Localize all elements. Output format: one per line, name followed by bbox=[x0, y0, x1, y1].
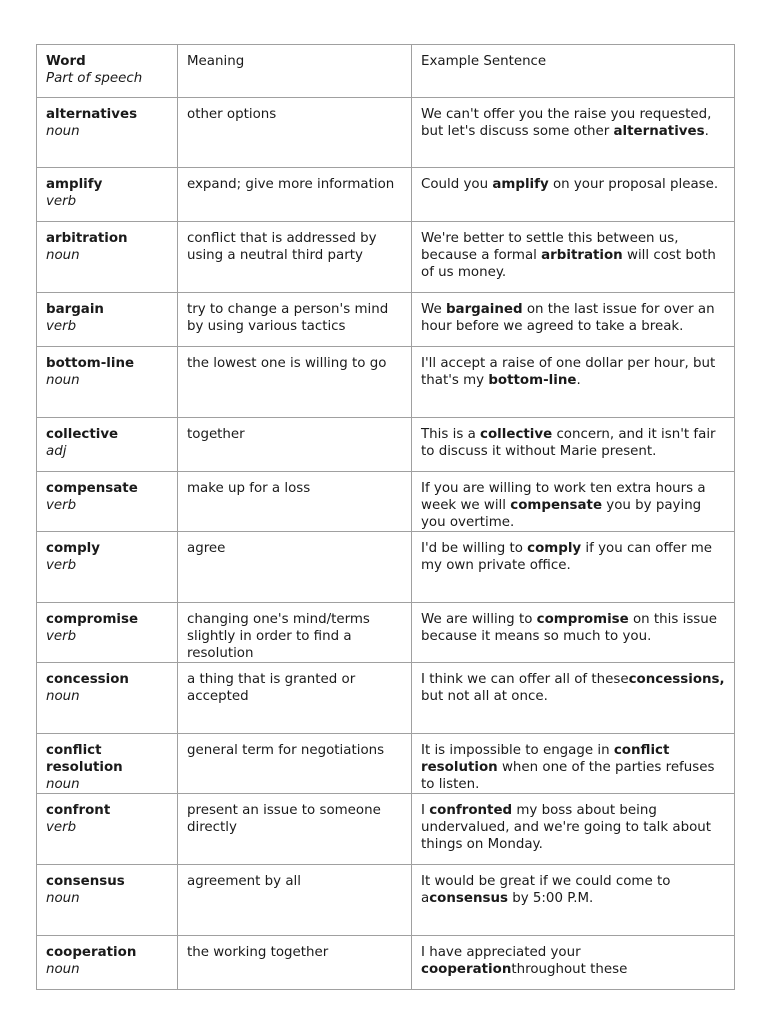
table-row bbox=[37, 347, 735, 418]
example-text: on this issue because it means so much to you. bbox=[421, 612, 718, 644]
meaning-text: a thing that is granted or accepted bbox=[187, 672, 356, 704]
example-text: when one of the parties refuses to listen. bbox=[421, 760, 715, 792]
word-cell bbox=[37, 532, 178, 603]
meaning-cell bbox=[178, 532, 412, 603]
word-cell bbox=[37, 347, 178, 418]
vocab-word: confront bbox=[46, 803, 111, 818]
highlighted-term: compensate bbox=[510, 498, 603, 513]
meaning-text: present an issue to someone directly bbox=[187, 803, 381, 835]
example-text: I'd be willing to bbox=[421, 541, 528, 556]
meaning-text: general term for negotiations bbox=[187, 743, 385, 758]
example-text: We're better to settle this between us, because a formal bbox=[421, 231, 679, 263]
meaning-cell bbox=[178, 936, 412, 990]
word-cell bbox=[37, 865, 178, 936]
word-cell bbox=[37, 663, 178, 734]
example-cell bbox=[412, 532, 735, 603]
table-row bbox=[37, 472, 735, 532]
vocab-word: comply bbox=[46, 541, 100, 556]
example-text: It would be great if we could come to a bbox=[421, 874, 671, 906]
header-example: Example Sentence bbox=[421, 54, 547, 69]
highlighted-term: concessions, bbox=[628, 672, 725, 687]
meaning-text: together bbox=[187, 427, 245, 442]
vocab-word: bottom-line bbox=[46, 356, 135, 371]
example-text: It is impossible to engage in bbox=[421, 743, 614, 758]
example-text: by 5:00 P.M. bbox=[507, 891, 594, 906]
table-row bbox=[37, 222, 735, 293]
word-cell bbox=[37, 794, 178, 865]
part-of-speech: noun bbox=[46, 248, 80, 263]
example-text: I bbox=[421, 803, 430, 818]
meaning-cell bbox=[178, 168, 412, 222]
highlighted-term: conflict resolution bbox=[421, 743, 670, 775]
part-of-speech: verb bbox=[46, 498, 77, 513]
example-cell bbox=[412, 98, 735, 168]
highlighted-term: alternatives bbox=[613, 124, 705, 139]
example-text: . bbox=[704, 124, 709, 139]
example-text: We can't offer you the raise you requested, but let's discuss some other bbox=[421, 107, 712, 139]
example-cell bbox=[412, 603, 735, 663]
highlighted-term: compromise bbox=[536, 612, 629, 627]
header-word-cell bbox=[37, 45, 178, 98]
word-cell bbox=[37, 603, 178, 663]
table-row bbox=[37, 418, 735, 472]
part-of-speech: verb bbox=[46, 558, 77, 573]
word-cell bbox=[37, 222, 178, 293]
table-row bbox=[37, 663, 735, 734]
table-row bbox=[37, 865, 735, 936]
example-text: I have appreciated your bbox=[421, 945, 581, 960]
part-of-speech: noun bbox=[46, 373, 80, 388]
word-cell bbox=[37, 472, 178, 532]
example-text: throughout these bbox=[511, 962, 628, 977]
highlighted-term: confronted bbox=[429, 803, 513, 818]
example-cell bbox=[412, 794, 735, 865]
example-text: will cost both of us money. bbox=[421, 248, 716, 280]
vocab-word: conflict resolution bbox=[46, 743, 123, 775]
header-part-of-speech: Part of speech bbox=[46, 71, 143, 86]
example-cell bbox=[412, 293, 735, 347]
meaning-cell bbox=[178, 603, 412, 663]
header-meaning: Meaning bbox=[187, 54, 245, 69]
part-of-speech: noun bbox=[46, 689, 80, 704]
example-cell bbox=[412, 418, 735, 472]
word-cell bbox=[37, 98, 178, 168]
highlighted-term: bargained bbox=[445, 302, 523, 317]
vocab-word: concession bbox=[46, 672, 129, 687]
highlighted-term: arbitration bbox=[541, 248, 623, 263]
vocabulary-table bbox=[36, 44, 735, 990]
meaning-text: the lowest one is willing to go bbox=[187, 356, 387, 371]
example-cell bbox=[412, 936, 735, 990]
table-row bbox=[37, 168, 735, 222]
meaning-text: the working together bbox=[187, 945, 329, 960]
vocab-word: compromise bbox=[46, 612, 139, 627]
meaning-text: conflict that is addressed by using a neutral third party bbox=[187, 231, 377, 263]
vocab-word: alternatives bbox=[46, 107, 138, 122]
table-row bbox=[37, 794, 735, 865]
meaning-cell bbox=[178, 663, 412, 734]
part-of-speech: noun bbox=[46, 962, 80, 977]
example-text: my boss about being undervalued, and we're going to talk about things on Monday. bbox=[421, 803, 712, 852]
example-text: concern, and it isn't fair to discuss it without Marie present. bbox=[421, 427, 716, 459]
highlighted-term: bottom-line bbox=[488, 373, 577, 388]
word-cell bbox=[37, 936, 178, 990]
highlighted-term: comply bbox=[527, 541, 582, 556]
vocab-word: arbitration bbox=[46, 231, 128, 246]
meaning-text: make up for a loss bbox=[187, 481, 311, 496]
meaning-cell bbox=[178, 98, 412, 168]
highlighted-term: cooperation bbox=[421, 962, 512, 977]
meaning-text: changing one's mind/terms slightly in order to find a resolution bbox=[187, 612, 370, 661]
word-cell bbox=[37, 734, 178, 794]
vocab-word: compensate bbox=[46, 481, 138, 496]
word-cell bbox=[37, 168, 178, 222]
part-of-speech: noun bbox=[46, 777, 80, 792]
example-cell bbox=[412, 472, 735, 532]
meaning-text: agree bbox=[187, 541, 226, 556]
meaning-text: other options bbox=[187, 107, 277, 122]
vocab-word: bargain bbox=[46, 302, 104, 317]
table-row bbox=[37, 936, 735, 990]
vocab-word: consensus bbox=[46, 874, 125, 889]
meaning-cell bbox=[178, 293, 412, 347]
highlighted-term: collective bbox=[480, 427, 553, 442]
example-text: on your proposal please. bbox=[548, 177, 719, 192]
meaning-cell bbox=[178, 472, 412, 532]
part-of-speech: verb bbox=[46, 194, 77, 209]
example-text: We are willing to bbox=[421, 612, 537, 627]
meaning-text: try to change a person's mind by using various tactics bbox=[187, 302, 389, 334]
highlighted-term: consensus bbox=[429, 891, 508, 906]
example-text: but not all at once. bbox=[421, 689, 548, 704]
vocab-word: cooperation bbox=[46, 945, 137, 960]
example-cell bbox=[412, 347, 735, 418]
table-row bbox=[37, 532, 735, 603]
table-row bbox=[37, 293, 735, 347]
meaning-cell bbox=[178, 865, 412, 936]
meaning-cell bbox=[178, 794, 412, 865]
example-text: I think we can offer all of these bbox=[421, 672, 629, 687]
table-row bbox=[37, 603, 735, 663]
part-of-speech: verb bbox=[46, 820, 77, 835]
part-of-speech: verb bbox=[46, 319, 77, 334]
word-cell bbox=[37, 418, 178, 472]
table-row bbox=[37, 98, 735, 168]
part-of-speech: verb bbox=[46, 629, 77, 644]
meaning-text: agreement by all bbox=[187, 874, 301, 889]
example-text: If you are willing to work ten extra hours a week we will bbox=[421, 481, 706, 513]
meaning-cell bbox=[178, 347, 412, 418]
header-example-cell bbox=[412, 45, 735, 98]
table-row bbox=[37, 734, 735, 794]
part-of-speech: adj bbox=[46, 444, 67, 459]
meaning-text: expand; give more information bbox=[187, 177, 395, 192]
meaning-cell bbox=[178, 222, 412, 293]
example-text: . bbox=[576, 373, 581, 388]
example-cell bbox=[412, 865, 735, 936]
example-text: I'll accept a raise of one dollar per hour, but that's my bbox=[421, 356, 716, 388]
example-cell bbox=[412, 663, 735, 734]
example-cell bbox=[412, 734, 735, 794]
highlighted-term: amplify bbox=[492, 177, 549, 192]
vocab-word: amplify bbox=[46, 177, 103, 192]
header-word: Word bbox=[46, 54, 86, 69]
meaning-cell bbox=[178, 734, 412, 794]
part-of-speech: noun bbox=[46, 891, 80, 906]
meaning-cell bbox=[178, 418, 412, 472]
header-meaning-cell bbox=[178, 45, 412, 98]
example-cell bbox=[412, 168, 735, 222]
example-text: on the last issue for over an hour before we agreed to take a break. bbox=[421, 302, 715, 334]
example-cell bbox=[412, 222, 735, 293]
example-text: Could you bbox=[421, 177, 493, 192]
example-text: This is a bbox=[421, 427, 481, 442]
example-text: you by paying you overtime. bbox=[421, 498, 702, 530]
vocab-word: collective bbox=[46, 427, 119, 442]
table-body bbox=[37, 98, 735, 990]
table-header-row bbox=[37, 45, 735, 98]
example-text: We bbox=[421, 302, 446, 317]
example-text: if you can offer me my own private office. bbox=[421, 541, 712, 573]
word-cell bbox=[37, 293, 178, 347]
part-of-speech: noun bbox=[46, 124, 80, 139]
